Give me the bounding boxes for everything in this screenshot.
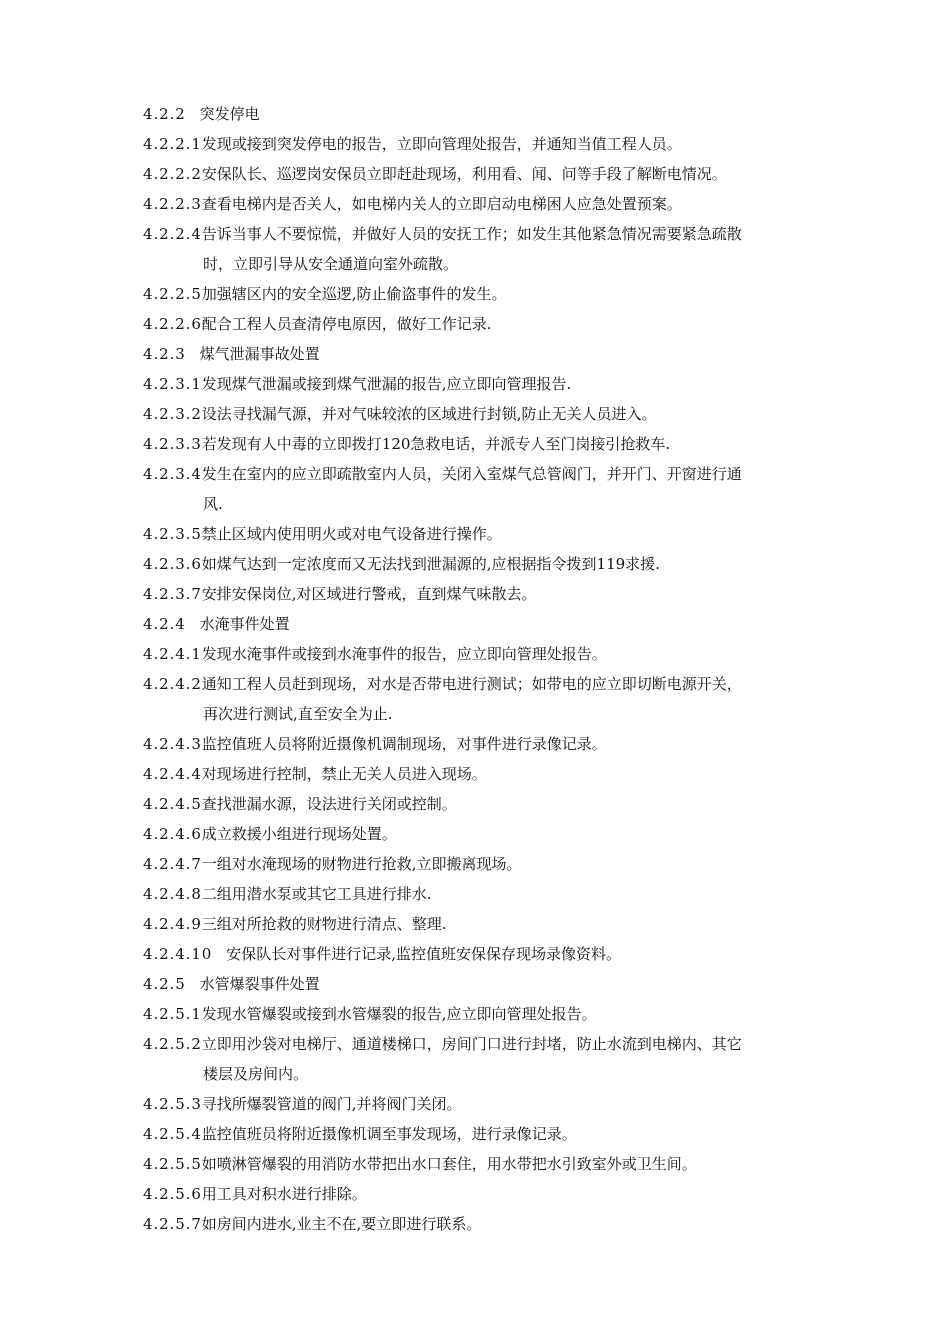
section-heading	[143, 104, 820, 124]
clause-continuation: 时，立即引导从安全通道向室外疏散。	[203, 255, 459, 273]
clause-item	[143, 164, 820, 184]
clause-text: 如房间内进水,业主不在,要立即进行联系。	[201, 1215, 482, 1233]
clause-number: 4.2.4.2	[143, 675, 202, 693]
clause-text: 寻找所爆裂管道的阀门,并将阀门关闭。	[201, 1095, 462, 1113]
clause-number: 4.2.5.2	[143, 1035, 202, 1053]
clause-number: 4.2.5.6	[143, 1185, 202, 1203]
clause-item	[143, 404, 820, 424]
clause-item	[143, 734, 820, 754]
clause-line	[143, 165, 727, 183]
section-heading	[143, 614, 820, 634]
clause-line	[143, 915, 447, 933]
clause-text: 禁止区域内使用明火或对电气设备进行操作。	[201, 525, 502, 543]
clause-text: 安排安保岗位,对区域进行警戒，直到煤气味散去。	[201, 585, 537, 603]
clause-number: 4.2.4.6	[143, 825, 202, 843]
clause-number: 4.2.3.6	[143, 555, 202, 573]
clause-line	[143, 585, 537, 603]
clause-item	[143, 374, 820, 394]
clause-item	[143, 224, 820, 274]
section-heading	[143, 974, 820, 994]
clause-item	[143, 434, 820, 454]
clause-number: 4.2.4.9	[143, 915, 202, 933]
clause-text: 监控值班员将附近摄像机调至事发现场，进行录像记录。	[201, 1125, 577, 1143]
clause-number: 4.2.3.5	[143, 525, 202, 543]
clause-text: 如喷淋管爆裂的用消防水带把出水口套住，用水带把水引致室外或卫生间。	[201, 1155, 697, 1173]
clause-item	[143, 884, 820, 904]
clause-text: 查找泄漏水源，设法进行关闭或控制。	[201, 795, 457, 813]
clause-line	[143, 435, 670, 453]
clause-item	[143, 584, 820, 604]
clause-line	[143, 1185, 367, 1203]
clause-text: 发现煤气泄漏或接到煤气泄漏的报告,应立即向管理报告.	[201, 375, 572, 393]
clause-number: 4.2.2.3	[143, 195, 202, 213]
clause-text: 配合工程人员查清停电原因，做好工作记录.	[201, 315, 492, 333]
clause-line	[143, 225, 742, 243]
clause-line	[143, 285, 507, 303]
clause-text: 水淹事件处置	[199, 615, 290, 633]
clause-number: 4.2.4.3	[143, 735, 202, 753]
clause-line	[143, 885, 432, 903]
clause-number: 4.2.3	[143, 345, 186, 363]
clause-text: 立即用沙袋对电梯厅、通道楼梯口，房间门口进行封堵，防止水流到电梯内、其它	[201, 1035, 742, 1053]
clause-text: 对现场进行控制，禁止无关人员进入现场。	[201, 765, 487, 783]
clause-item	[143, 194, 820, 214]
clause-item	[143, 1214, 820, 1234]
clause-line	[143, 675, 742, 693]
clause-line	[143, 555, 660, 573]
clause-item	[143, 524, 820, 544]
clause-item	[143, 284, 820, 304]
clause-text: 查看电梯内是否关人，如电梯内关人的立即启动电梯困人应急处置预案。	[201, 195, 682, 213]
clause-line	[143, 195, 682, 213]
clause-line	[143, 615, 290, 633]
clause-number: 4.2.4.8	[143, 885, 202, 903]
clause-item	[143, 554, 820, 574]
clause-item	[143, 1184, 820, 1204]
clause-line	[143, 405, 657, 423]
clause-continuation: 风.	[203, 495, 223, 513]
clause-line	[143, 795, 457, 813]
clause-line	[143, 465, 742, 483]
clause-line	[143, 735, 607, 753]
clause-line	[143, 1005, 597, 1023]
clause-line	[143, 825, 397, 843]
clause-item	[143, 854, 820, 874]
clause-number: 4.2.4.10	[143, 945, 213, 963]
clause-line	[143, 105, 260, 123]
clause-item	[143, 134, 820, 154]
clause-item	[143, 1124, 820, 1144]
clause-line	[143, 1035, 742, 1053]
clause-line	[143, 1125, 577, 1143]
clause-number: 4.2.5.7	[143, 1215, 202, 1233]
clause-number: 4.2.2.5	[143, 285, 202, 303]
clause-continuation: 楼层及房间内。	[203, 1065, 309, 1083]
clause-text: 突发停电	[199, 105, 260, 123]
clause-text: 发生在室内的应立即疏散室内人员，关闭入室煤气总管阀门，并开门、开窗进行通	[201, 465, 742, 483]
clause-number: 4.2.3.4	[143, 465, 202, 483]
clause-item	[143, 674, 820, 724]
clause-text: 告诉当事人不要惊慌，并做好人员的安抚工作；如发生其他紧急情况需要紧急疏散	[201, 225, 742, 243]
clause-text: 安保队长对事件进行记录,监控值班安保保存现场录像资料。	[226, 945, 622, 963]
clause-number: 4.2.4.1	[143, 645, 202, 663]
clause-line	[143, 975, 320, 993]
clause-item	[143, 644, 820, 664]
clause-text: 若发现有人中毒的立即拨打120急救电话，并派专人至门岗接引抢救车.	[201, 435, 671, 453]
clause-item	[143, 464, 820, 514]
clause-item	[143, 1034, 820, 1084]
clause-line	[143, 525, 502, 543]
clause-text: 发现或接到突发停电的报告，立即向管理处报告，并通知当值工程人员。	[201, 135, 682, 153]
clause-item	[143, 1094, 820, 1114]
clause-text: 如煤气达到一定浓度而又无法找到泄漏源的,应根据指令拨到119求援.	[201, 555, 660, 573]
clause-line	[143, 945, 621, 963]
clause-line	[143, 765, 487, 783]
clause-item	[143, 314, 820, 334]
section-heading	[143, 344, 820, 364]
clause-number: 4.2.3.7	[143, 585, 202, 603]
clause-text: 用工具对积水进行排除。	[201, 1185, 367, 1203]
clause-item	[143, 1004, 820, 1024]
clause-text: 发现水淹事件或接到水淹事件的报告，应立即向管理处报告。	[201, 645, 607, 663]
clause-number: 4.2.4.5	[143, 795, 202, 813]
clause-item	[143, 824, 820, 844]
clause-item	[143, 764, 820, 784]
clause-text: 通知工程人员赶到现场，对水是否带电进行测试；如带电的应立即切断电源开关，	[201, 675, 742, 693]
clause-text: 加强辖区内的安全巡逻,防止偷盗事件的发生。	[201, 285, 507, 303]
clause-text: 二组用潜水泵或其它工具进行排水.	[201, 885, 432, 903]
clause-number: 4.2.5.1	[143, 1005, 202, 1023]
clause-number: 4.2.2.2	[143, 165, 202, 183]
clause-text: 水管爆裂事件处置	[199, 975, 320, 993]
clause-number: 4.2.5.5	[143, 1155, 202, 1173]
clause-line	[143, 645, 607, 663]
clause-number: 4.2.5	[143, 975, 186, 993]
clause-number: 4.2.5.4	[143, 1125, 202, 1143]
clause-number: 4.2.2.6	[143, 315, 202, 333]
clause-line	[143, 1095, 462, 1113]
clause-text: 安保队长、巡逻岗安保员立即赶赴现场，利用看、闻、问等手段了解断电情况。	[201, 165, 727, 183]
clause-text: 煤气泄漏事故处置	[199, 345, 320, 363]
clause-line	[143, 135, 682, 153]
clause-number: 4.2.5.3	[143, 1095, 202, 1113]
clause-number: 4.2.2.4	[143, 225, 202, 243]
clause-number: 4.2.3.1	[143, 375, 202, 393]
clause-number: 4.2.4.4	[143, 765, 202, 783]
clause-item	[143, 914, 820, 934]
clause-item	[143, 794, 820, 814]
clause-text: 三组对所抢救的财物进行清点、整理.	[201, 915, 447, 933]
clause-line	[143, 375, 571, 393]
clause-line	[143, 855, 522, 873]
clause-continuation: 再次进行测试,直至安全为止.	[203, 705, 393, 723]
clause-item	[143, 944, 820, 964]
clause-line	[143, 1155, 697, 1173]
clause-line	[143, 345, 320, 363]
clause-text: 设法寻找漏气源，并对气味较浓的区域进行封锁,防止无关人员进入。	[201, 405, 657, 423]
clause-number: 4.2.2.1	[143, 135, 202, 153]
clause-number: 4.2.4	[143, 615, 186, 633]
clause-number: 4.2.2	[143, 105, 186, 123]
clause-line	[143, 1215, 481, 1233]
clause-line	[143, 315, 492, 333]
clause-number: 4.2.3.3	[143, 435, 202, 453]
clause-item	[143, 1154, 820, 1174]
clause-text: 发现水管爆裂或接到水管爆裂的报告,应立即向管理处报告。	[201, 1005, 597, 1023]
clause-text: 一组对水淹现场的财物进行抢救,立即搬离现场。	[201, 855, 522, 873]
clause-text: 监控值班人员将附近摄像机调制现场，对事件进行录像记录。	[201, 735, 607, 753]
clause-number: 4.2.4.7	[143, 855, 202, 873]
clause-number: 4.2.3.2	[143, 405, 202, 423]
clause-text: 成立救援小组进行现场处置。	[201, 825, 397, 843]
